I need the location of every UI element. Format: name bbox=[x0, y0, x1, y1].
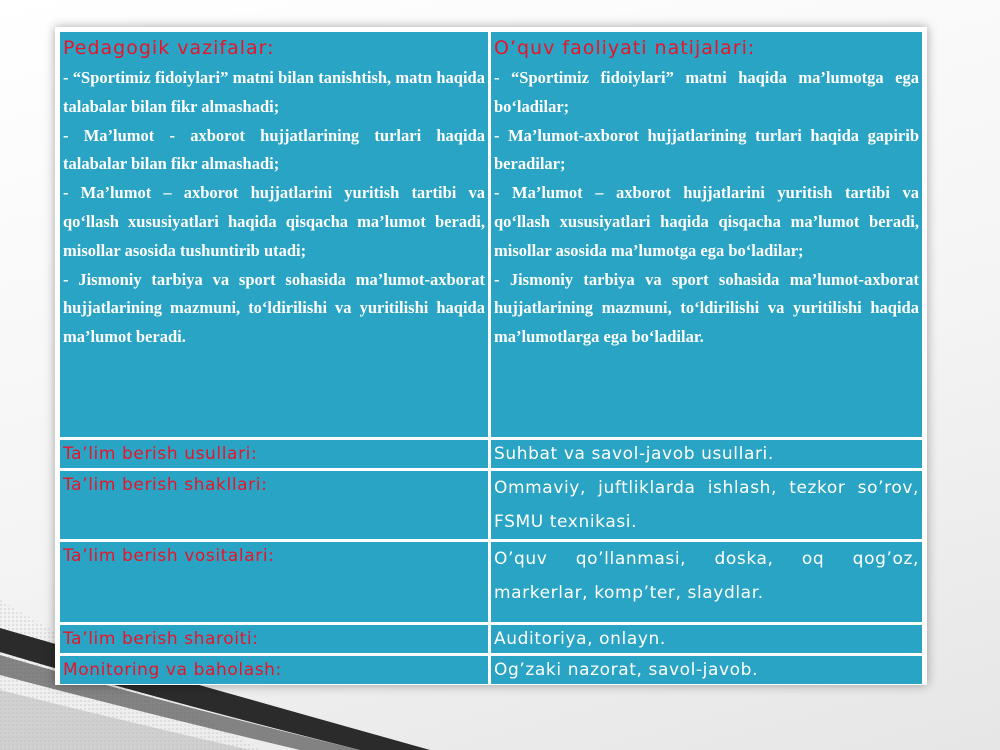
row-value: O’quv qo’llanmasi, doska, oq qog’oz, markerlar, komp’ter, slaydlar. bbox=[494, 549, 919, 603]
list-item: - Jismoniy tarbiya va sport sohasida ma’lumot-axborat hujjatlarining mazmuni, to‘ldirilishi va yuritilishi haqida ma’lumotlarga ega bo‘ladilar. bbox=[494, 269, 919, 347]
list-item: - “Sportimiz fidoiylari” matni haqida ma’lumotga ega bo‘ladilar; bbox=[494, 68, 919, 116]
row-label: Ta’lim berish shakllari: bbox=[63, 475, 268, 495]
lesson-plan-table bbox=[57, 29, 925, 687]
list-item: - Ma’lumot - axborot hujjatlarining turlari haqida talabalar bilan fikr almashadi; bbox=[63, 125, 485, 174]
list-item: - Ma’lumot-axborot hujjatlarining turlari haqida gapirib beradilar; bbox=[494, 125, 919, 174]
table-row bbox=[60, 656, 922, 684]
row-value: Suhbat va savol-javob usullari. bbox=[494, 444, 774, 464]
row-label: Ta’lim berish vositalari: bbox=[63, 546, 275, 566]
row-value: Og’zaki nazorat, savol-javob. bbox=[494, 660, 759, 680]
lesson-plan-card bbox=[55, 27, 927, 685]
pedagogical-tasks-cell bbox=[60, 32, 488, 437]
pedagogical-tasks-title: Pedagogik vazifalar: bbox=[63, 37, 275, 59]
table-row bbox=[60, 542, 922, 622]
table-row bbox=[60, 440, 922, 468]
list-item: - Ma’lumot – axborot hujjatlarini yuritish tartibi va qo‘llash xususiyatlari haqida qisqacha ma’lumot beradi, misollar asosida tushuntirib utadi; bbox=[63, 183, 485, 260]
table-row bbox=[60, 625, 922, 653]
row-value: Ommaviy, juftliklarda ishlash, tezkor so’rov, FSMU texnikasi. bbox=[494, 478, 919, 532]
row-label: Ta’lim berish sharoiti: bbox=[63, 629, 259, 649]
list-item: - Ma’lumot – axborot hujjatlarini yuritish tartibi va qo‘llash xususiyatlari haqida qisqacha ma’lumot beradi, misollar asosida ma’lumotga ega bo‘ladilar; bbox=[494, 183, 919, 260]
row-value: Auditoriya, onlayn. bbox=[494, 629, 666, 649]
table-row bbox=[60, 471, 922, 539]
learning-outcomes-cell bbox=[491, 32, 922, 437]
row-label: Monitoring va baholash: bbox=[63, 660, 282, 680]
list-item: - “Sportimiz fidoiylari” matni bilan tanishtish, matn haqida talabalar bilan fikr almashadi; bbox=[63, 68, 485, 116]
table-row bbox=[60, 32, 922, 437]
row-label: Ta’lim berish usullari: bbox=[63, 444, 258, 464]
list-item: - Jismoniy tarbiya va sport sohasida ma’lumot-axborat hujjatlarining mazmuni, to‘ldirilishi va yuritilishi haqida ma’lumot beradi. bbox=[63, 269, 485, 347]
learning-outcomes-title: O’quv faoliyati natijalari: bbox=[494, 37, 756, 59]
